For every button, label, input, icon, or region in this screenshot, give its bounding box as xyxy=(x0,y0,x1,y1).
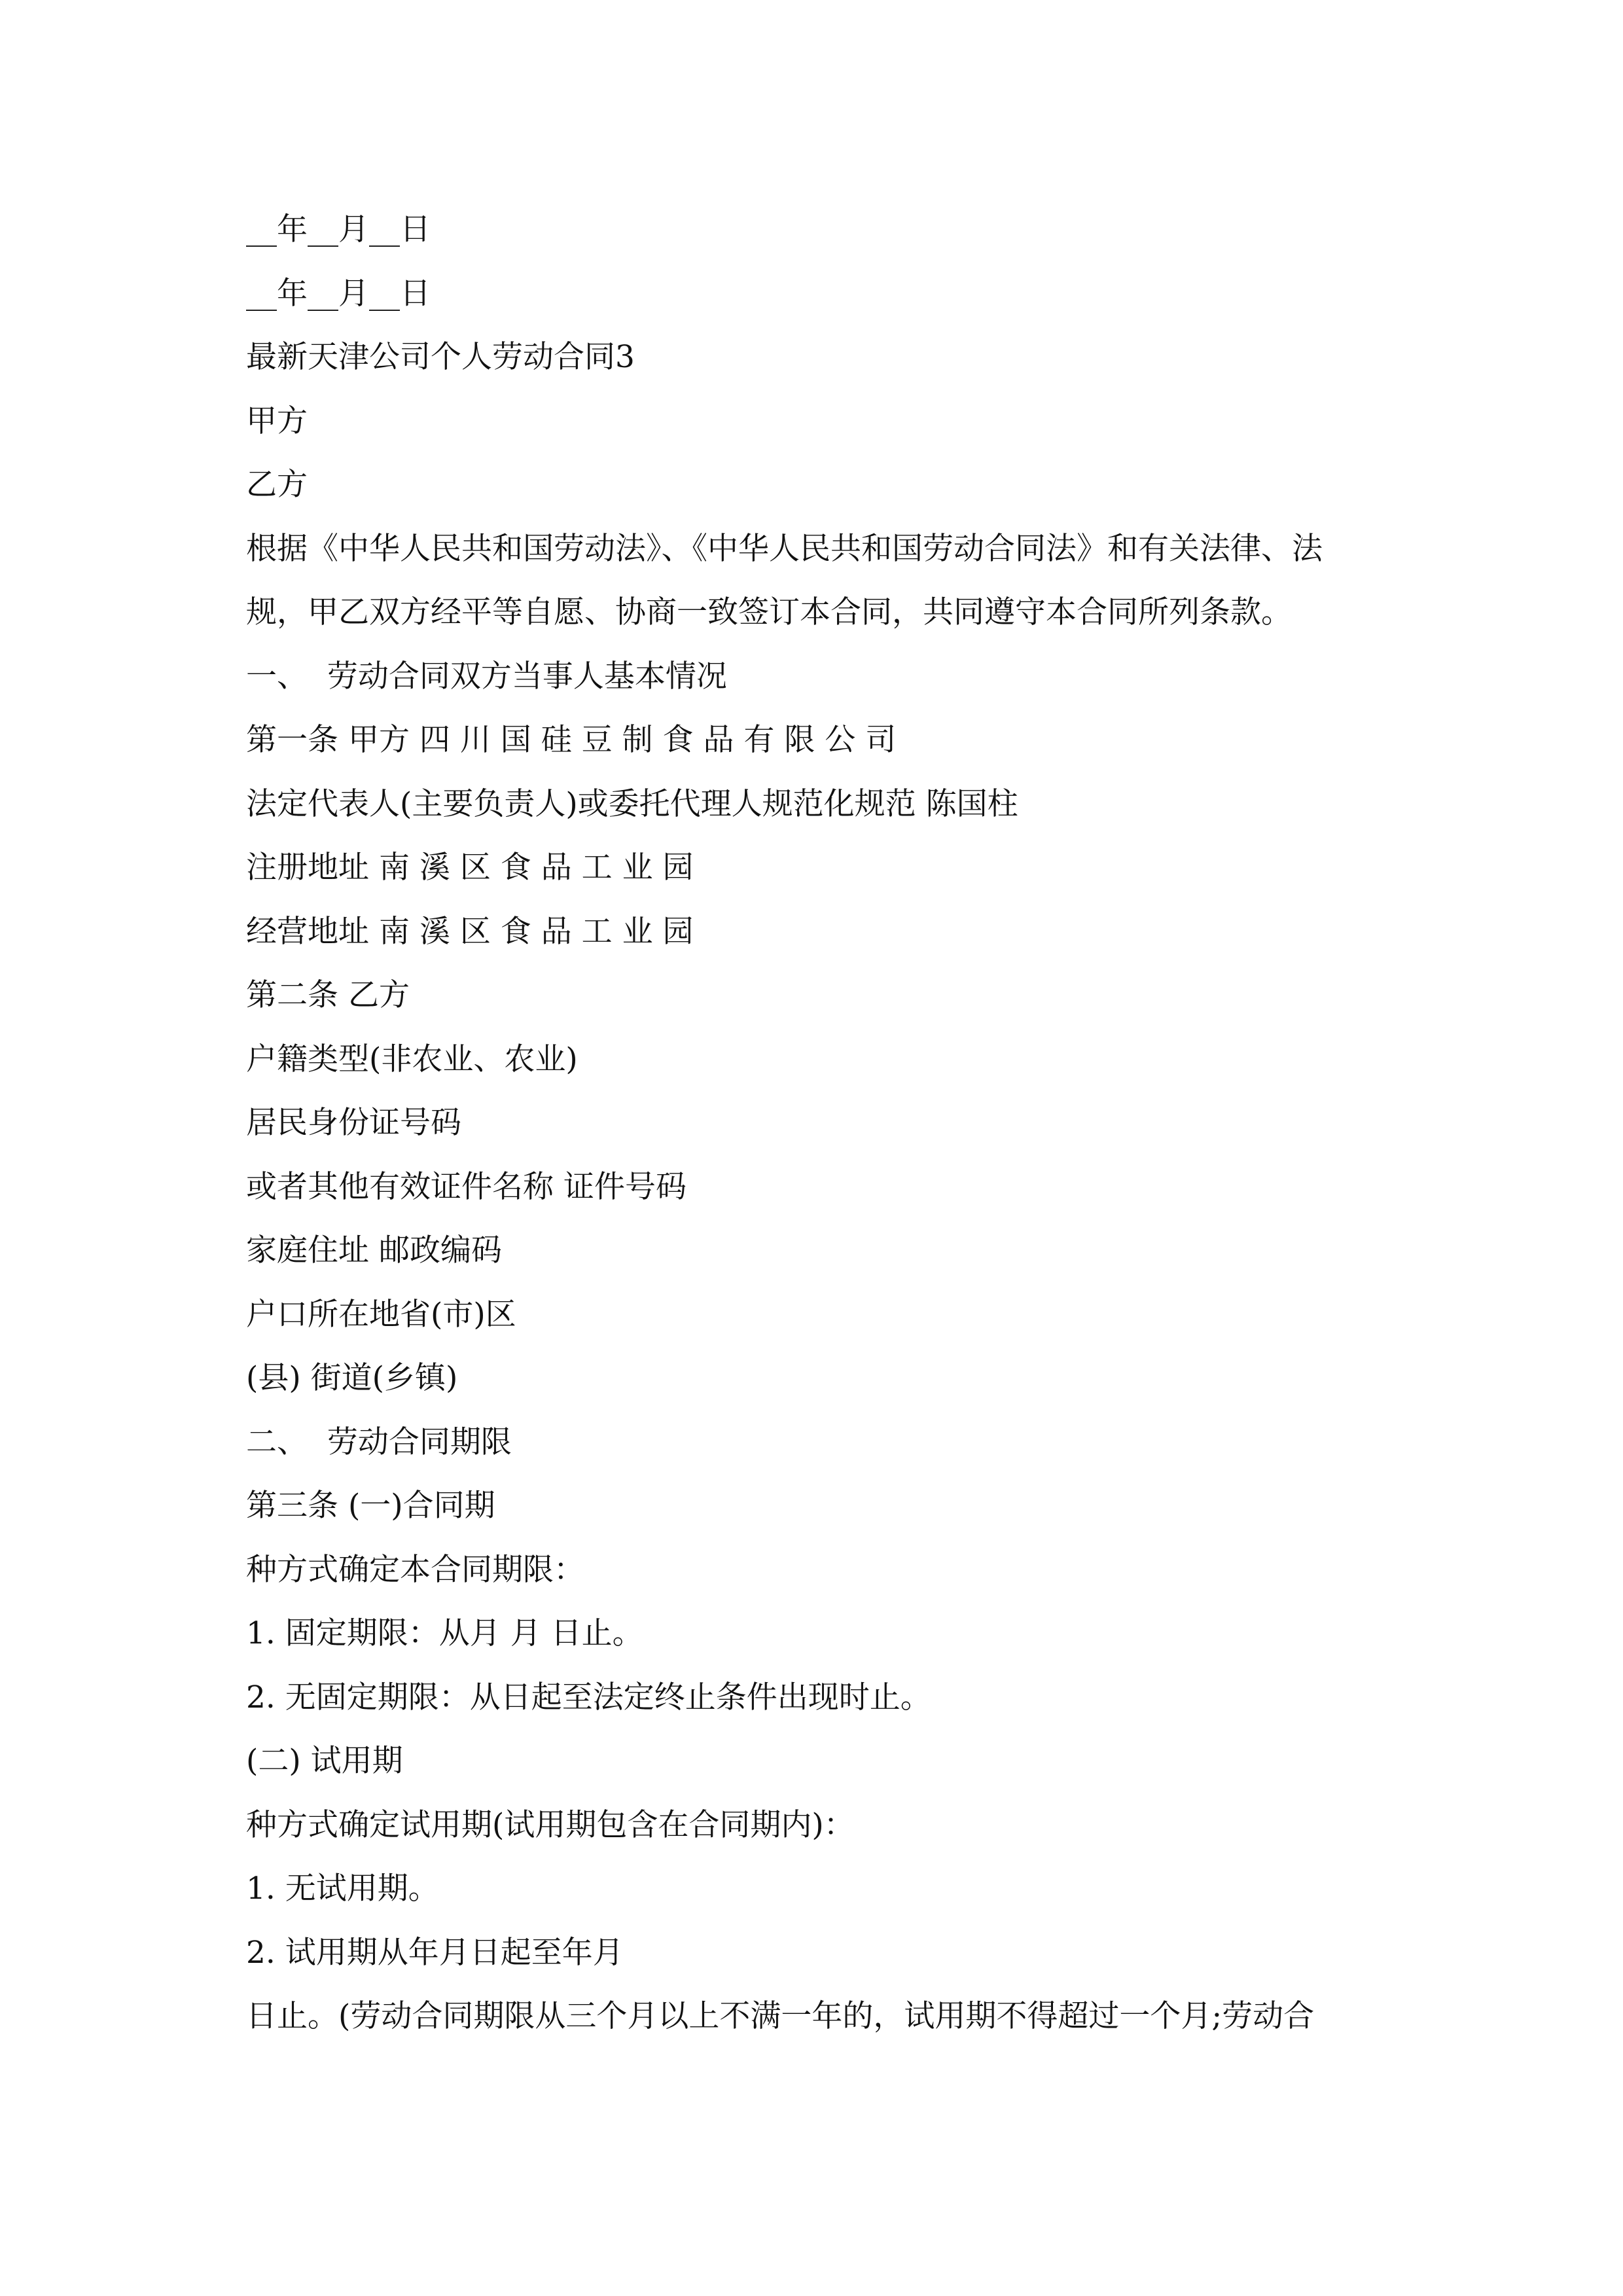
article-line: 家庭住址 邮政编码 xyxy=(246,1232,502,1268)
article-line: 经营地址 南 溪 区 食 品 工 业 园 xyxy=(246,913,694,950)
list-item: 2. 无固定期限：从日起至法定终止条件出现时止。 xyxy=(246,1679,931,1715)
article-line: 法定代表人(主要负责人)或委托代理人规范化规范 陈国柱 xyxy=(246,785,1018,822)
signature-date-line: __年__月__日 xyxy=(246,275,431,312)
preamble-line: 根据《中华人民共和国劳动法》、《中华人民共和国劳动合同法》和有关法律、法 xyxy=(246,530,1323,567)
contract-title: 最新天津公司个人劳动合同3 xyxy=(246,339,635,375)
article-line: 第一条 甲方 四 川 国 硅 豆 制 食 品 有 限 公 司 xyxy=(246,722,897,758)
list-item: 1. 固定期限：从月 月 日止。 xyxy=(246,1615,643,1651)
article-line: 第三条 (一)合同期 xyxy=(246,1488,495,1524)
preamble-line: 规，甲乙双方经平等自愿、协商一致签订本合同，共同遵守本合同所列条款。 xyxy=(246,594,1292,630)
article-line: 或者其他有效证件名称 证件号码 xyxy=(246,1168,687,1205)
article-line: 居民身份证号码 xyxy=(246,1105,461,1141)
article-line: 种方式确定本合同期限： xyxy=(246,1551,584,1588)
section-heading: 二、 劳动合同期限 xyxy=(246,1424,512,1460)
list-item: 2. 试用期从年月日起至年月 xyxy=(246,1934,624,1971)
list-item: 1. 无试用期。 xyxy=(246,1871,439,1907)
article-line: (二) 试用期 xyxy=(246,1743,403,1779)
article-line: (县) 街道(乡镇) xyxy=(246,1360,458,1396)
section-heading: 一、 劳动合同双方当事人基本情况 xyxy=(246,658,727,694)
article-line: 第二条 乙方 xyxy=(246,977,410,1013)
signature-date-line: __年__月__日 xyxy=(246,211,431,247)
article-line: 户口所在地省(市)区 xyxy=(246,1296,516,1333)
article-line: 种方式确定试用期(试用期包含在合同期内)： xyxy=(246,1806,855,1843)
article-line: 注册地址 南 溪 区 食 品 工 业 园 xyxy=(246,850,694,886)
article-line: 户籍类型(非农业、农业) xyxy=(246,1041,578,1077)
party-b-label: 乙方 xyxy=(246,467,308,503)
party-a-label: 甲方 xyxy=(246,403,308,439)
document-body xyxy=(246,198,1398,2049)
article-line: 日止。(劳动合同期限从三个月以上不满一年的，试用期不得超过一个月;劳动合 xyxy=(246,1998,1315,2034)
